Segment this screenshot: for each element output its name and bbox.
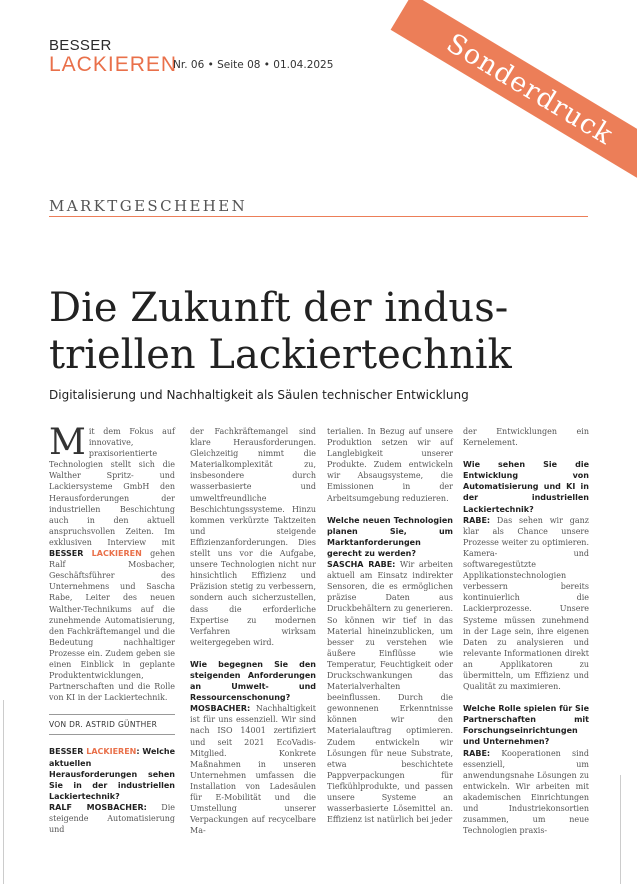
column-1 (49, 422, 175, 835)
column-4 (463, 426, 589, 836)
logo-line-1: BESSER (49, 37, 112, 54)
question-1 (49, 746, 175, 801)
answer-2 (190, 703, 316, 836)
speaker-label: RABE: (463, 748, 491, 758)
answer-3 (327, 559, 453, 825)
intro-text-b: gehen Ralf Mosbacher, Geschäftsführer des Unternehmens und Sascha Rabe, Leiter des neuen Walther-Technikums auf die zunehmende Automatisierung, den Fachkräftemangel und die Bedeutung nachhaltiger Prozesse ein. Zudem geben sie einen Einblick in geplante Produktentwicklungen, Partnerschaften und die Rolle von KI in der Lackiertechnik. (49, 549, 175, 703)
issue-info: Nr. 06 • Seite 08 • 01.04.2025 (173, 59, 334, 71)
page-edge-mark (620, 775, 621, 884)
brand-besser: BESSER (49, 549, 84, 559)
intro-paragraph (49, 422, 175, 703)
question-3: Welche neuen Technologien planen Sie, um Marktanforderungen gerecht zu werden? (327, 515, 453, 558)
article-title: Die Zukunft der indus- triellen Lackiertechnik (49, 285, 512, 378)
answer-1-text: Die steigende Automatisierung und (49, 802, 175, 835)
question-2: Wie begegnen Sie den steigenden Anforderungen an Umwelt- und Ressourcenschonung? (190, 659, 316, 703)
answer-1 (49, 802, 175, 835)
ribbon-label: Sonderdruck (441, 27, 619, 151)
paragraph: der Entwicklungen ein Kernelement. (463, 427, 589, 448)
speaker-label: RALF MOSBACHER: (49, 802, 147, 812)
q1-brand-besser: BESSER (49, 747, 84, 757)
brand-lackieren: LACKIEREN (91, 549, 142, 559)
magazine-logo (49, 38, 177, 75)
answer-5-text: Kooperationen sind essenziell, um anwendungsnahe Lösungen zu entwickeln. Wir arbeiten mit akademischen Einrichtungen und Industriekonsortien zusammen, um neue Technologien praxis- (463, 748, 589, 836)
question-5: Welche Rolle spielen für Sie Partnerschaften mit Forschungseinrichtungen und Unternehmen? (463, 704, 589, 747)
speaker-label: SASCHA RABE: (327, 560, 396, 570)
page-edge-mark (3, 700, 4, 884)
paragraph: terialien. In Bezug auf unsere Produktion setzen wir auf Langlebigkeit unserer Produkte. Zudem entwickeln wir Absaugsysteme, die Emissionen in der Arbeitsumgebung reduzieren. (327, 427, 453, 503)
answer-3-text: Wir arbeiten aktuell am Einsatz indirekter Sensoren, die es ermöglichen präzise Daten aus Druckbehältern zu generieren. So können wir tief in das Material hineinzublicken, um besser zu verstehen wie äußere Einflüsse wie Temperatur, Feuchtigkeit oder Druckschwankungen das Materialverhalten beeinflussen. Durch die gewonnenen Erkenntnisse können wir den Materialauftrag optimieren. Zudem entwickeln wir Lösungen für neue Substrate, etwa beschichtete Pappverpackungen für Tiefkühlprodukte, und passen unsere Systeme an wasserbasierte Lösemittel an. Effizienz ist natürlich bei jeder (327, 560, 453, 825)
paragraph: der Fachkräftemangel sind klare Herausforderungen. Gleichzeitig nimmt die Materialkomplexität zu, insbesondere durch wasserbasierte und umweltfreundliche Beschichtungssysteme. Hinzu kommen verkürzte Taktzeiten und steigende Effizienzanforderungen. Dies stellt uns vor die Aufgabe, unsere Technologien nicht nur hinsichtlich Effizienz und Präzision stetig zu verbessern, sondern auch sicherzustellen, dass die erforderliche Expertise zu modernen Verfahren wirksam weitergegeben wird. (190, 427, 316, 647)
logo-line-2: LACKIEREN (49, 53, 178, 76)
answer-4 (463, 515, 589, 693)
answer-4-text: Das sehen wir ganz klar als Chance unsere Prozesse weiter zu optimieren. Kamera- und softwaregestützte Applikationstechnologien verbessern bereits kontinuierlich die Lackierprozesse. Unsere Systeme müssen zunehmend in der Lage sein, ihre eigenen Daten zu analysieren und relevante Informationen direkt an Applikatoren zu übermitteln, um Effizienz und Qualität zu maximieren. (463, 515, 589, 692)
intro-text-a: it dem Fokus auf innovative, praxisorientierte Technologien stellt sich die Walther Spritz- und Lackiersysteme GmbH den Herausforderungen der industriellen Beschichtung auch in den aktuell anspruchsvollen Zeiten. Im exklusiven Interview mit (49, 427, 175, 547)
article-subtitle: Digitalisierung und Nachhaltigkeit als Säulen technischer Entwicklung (49, 388, 469, 402)
author-byline: VON DR. ASTRID GÜNTHER (49, 714, 175, 735)
answer-5 (463, 748, 589, 837)
speaker-label: RABE: (463, 515, 491, 525)
column-2 (190, 426, 316, 836)
question-4: Wie sehen Sie die Entwicklung von Automatisierung und KI in der industriellen Lackiertechnik? (463, 460, 589, 514)
sonderdruck-ribbon (391, 0, 637, 184)
answer-2-text: Nachhaltigkeit ist für uns essenziell. Wir sind nach ISO 14001 zertifiziert und seit 2021 EcoVadis-Mitglied. Konkrete Maßnahmen in unseren Unternehmen umfassen die Installation von Ladesäulen für E-Mobilität und die Umstellung unserer Verpackungen auf recycelbare Ma- (190, 704, 316, 836)
speaker-label: MOSBACHER: (190, 704, 251, 714)
column-3 (327, 426, 453, 825)
q1-text: : Welche aktuellen Herausforderungen sehen Sie in der industriellen Lackiertechnik? (49, 747, 175, 801)
drop-cap: M (49, 422, 86, 463)
section-divider (49, 216, 588, 217)
section-title: MARKTGESCHEHEN (49, 197, 248, 215)
q1-brand-lackieren: LACKIEREN (86, 747, 137, 757)
